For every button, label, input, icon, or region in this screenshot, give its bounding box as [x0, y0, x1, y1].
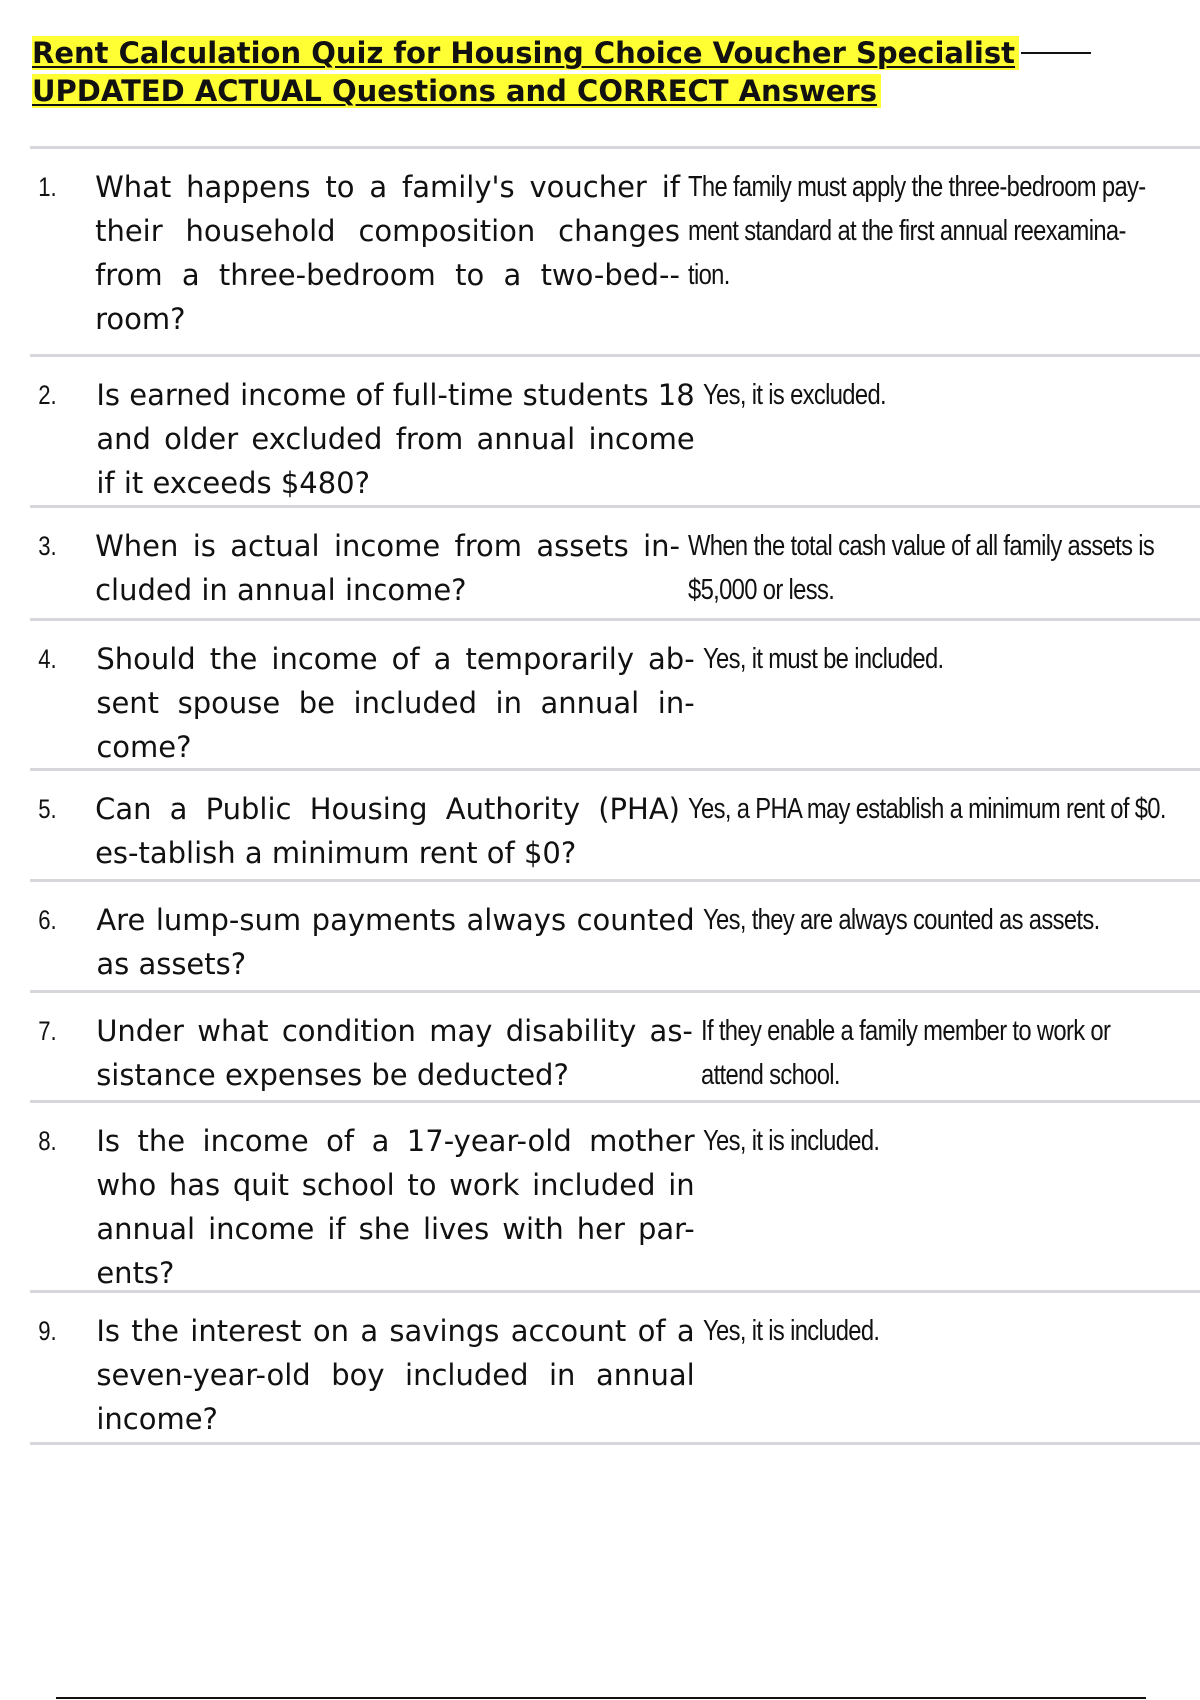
qa-row	[30, 1103, 1200, 1293]
answer-line: When the total cash value of all family assets is	[688, 530, 1155, 562]
title-line-1: Rent Calculation Quiz for Housing Choice Voucher Specialist	[32, 34, 1132, 72]
question-text: Is the interest on a savings account of a seven-year-old boy included in annual income?	[96, 1314, 695, 1436]
answer-line: If they enable a family member to work or	[700, 1015, 1111, 1047]
qa-row	[30, 993, 1200, 1103]
answer-text	[693, 1009, 1200, 1097]
question-text: When is actual income from assets in-cluded in annual income?	[95, 529, 680, 607]
answer-line: Yes, it is included.	[702, 1315, 880, 1347]
question-number: 5.	[38, 794, 57, 824]
answer-text	[680, 524, 1200, 612]
answer-text	[695, 373, 1200, 417]
question-number: 2.	[38, 380, 57, 410]
qa-row	[30, 621, 1200, 771]
answer-text	[680, 787, 1200, 831]
qa-row	[30, 508, 1200, 621]
answer-text	[695, 898, 1200, 942]
answer-line: Yes, they are always counted as assets.	[702, 904, 1100, 936]
question-text: Under what condition may disability as-sistance expenses be deducted?	[96, 1014, 693, 1092]
answer-text	[695, 1309, 1200, 1353]
question-text: Should the income of a temporarily ab-sent spouse be included in annual in-come?	[96, 642, 695, 764]
title-dash-rule	[1021, 52, 1091, 54]
question-number: 1.	[38, 172, 57, 202]
answer-text	[680, 165, 1200, 297]
answer-line: $5,000 or less.	[688, 574, 835, 606]
answer-line: ment standard at the first annual reexamina-	[688, 215, 1126, 247]
question-number: 3.	[38, 531, 57, 561]
question-number: 4.	[38, 644, 57, 674]
document-title	[32, 34, 1132, 110]
qa-row	[30, 771, 1200, 882]
question-number: 7.	[38, 1016, 57, 1046]
answer-line: Yes, it must be included.	[702, 643, 944, 675]
answer-line: The family must apply the three-bedroom pay-	[688, 171, 1146, 203]
page-bottom-rule	[56, 1697, 1146, 1699]
question-number: 8.	[38, 1126, 57, 1156]
qa-row	[30, 882, 1200, 993]
qa-row	[30, 149, 1200, 357]
answer-line: Yes, it is included.	[702, 1125, 880, 1157]
answer-line: Yes, it is excluded.	[702, 379, 886, 411]
question-text: What happens to a family's voucher if their household composition changes from a three-bedroom to a two-bed-room?	[95, 170, 680, 336]
title-line-2: UPDATED ACTUAL Questions and CORRECT Answers	[32, 72, 1132, 110]
answer-line: attend school.	[700, 1059, 840, 1091]
question-number: 6.	[38, 905, 57, 935]
question-answer-list	[30, 146, 1200, 1445]
answer-line: Yes, a PHA may establish a minimum rent of $0.	[688, 793, 1166, 825]
answer-line: tion.	[688, 259, 730, 291]
answer-text	[695, 637, 1200, 681]
question-text: Can a Public Housing Authority (PHA) es-tablish a minimum rent of $0?	[95, 792, 680, 870]
question-text: Is the income of a 17-year-old mother who has quit school to work included in annual income if she lives with her par-ents?	[96, 1124, 695, 1290]
qa-row	[30, 357, 1200, 508]
question-text: Are lump-sum payments always counted as assets?	[96, 903, 695, 981]
qa-row	[30, 1293, 1200, 1445]
answer-text	[695, 1119, 1200, 1163]
question-number: 9.	[38, 1316, 57, 1346]
question-text: Is earned income of full-time students 18 and older excluded from annual income if it exceeds $480?	[96, 378, 695, 500]
